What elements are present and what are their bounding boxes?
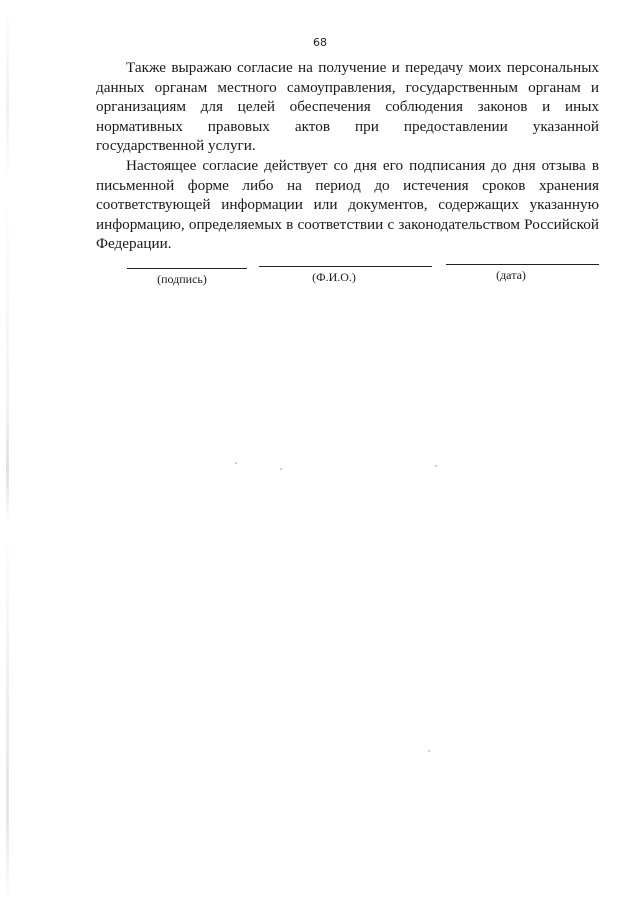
date-line (446, 264, 599, 265)
signature-label: (подпись) (157, 272, 207, 286)
consent-text (96, 58, 599, 254)
name-label: (Ф.И.О.) (312, 270, 356, 284)
date-label: (дата) (496, 268, 526, 282)
consent-paragraph-1: Также выражаю согласие на получение и передачу моих персональных данных органам местного самоуправления, государственным органам и организациям для целей обеспечения соблюдения законов и иных нормативных правовых актов при предоставлении указанной государственной услуги. (96, 59, 599, 155)
scan-speck (435, 465, 437, 467)
scan-speck (280, 468, 282, 470)
scan-edge-shadow (6, 0, 9, 905)
scan-speck (428, 750, 430, 752)
scan-speck (235, 462, 237, 464)
name-line (259, 266, 432, 267)
signature-line (127, 268, 247, 269)
consent-paragraph-2: Настоящее согласие действует со дня его подписания до дня отзыва в письменной форме либо на период до истечения сроков хранения соответствующей информации или документов, содержащих указанную информацию, определяемых в соответствии с законодательством Российской Федерации. (96, 156, 599, 253)
page-number: 68 (313, 36, 327, 49)
